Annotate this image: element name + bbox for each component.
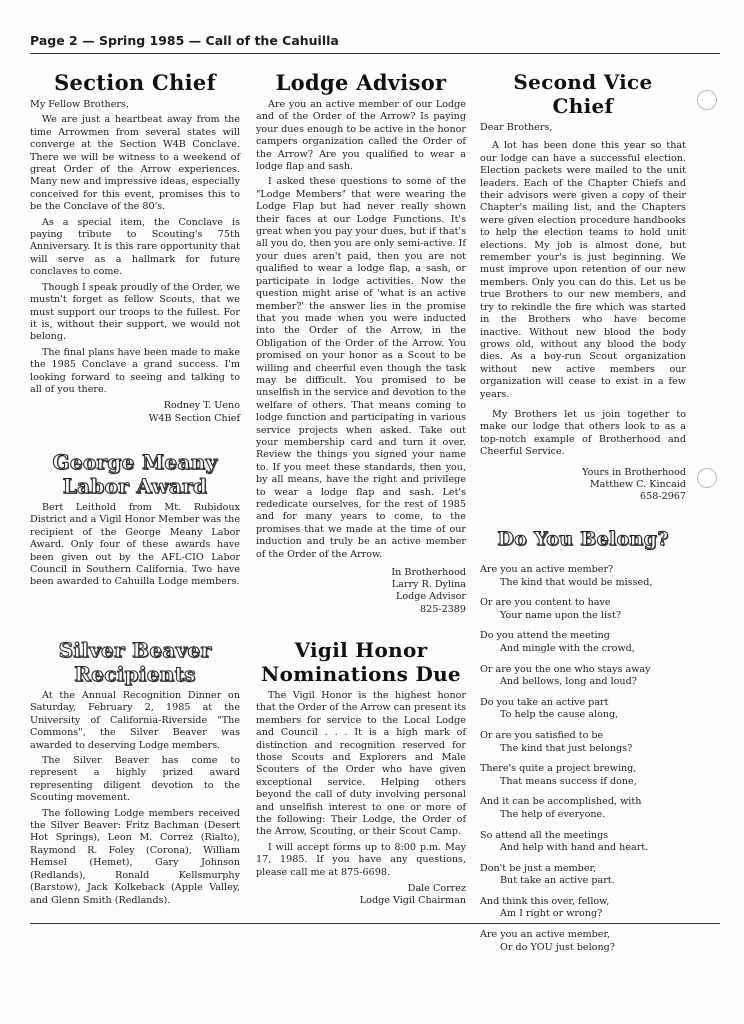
do-you-belong-title: Do You Belong? xyxy=(497,528,669,550)
poem-line: Or are you satisfied to be xyxy=(480,729,604,741)
page-header: Page 2 — Spring 1985 — Call of the Cahuilla xyxy=(30,33,339,48)
poem-line: Or do YOU just belong? xyxy=(500,941,615,953)
second-vice-chief-phone: 658-2967 xyxy=(640,490,686,502)
poem-line: The kind that would be missed, xyxy=(500,576,653,588)
poem-stanza xyxy=(480,896,686,921)
poem-line: Are you an active member, xyxy=(480,929,611,941)
poem-line: Or are you content to have xyxy=(480,597,611,609)
second-vice-chief-greeting: Dear Brothers, xyxy=(480,122,553,133)
silver-beaver-paragraph: The following Lodge members received the Silver Beaver: Fritz Bachman (Desert Hot Springs), Leon M. Correz (Rialto), Raymond R. Foley (Corona), William Hemsel (Hemet), Gary Johnson (Redlands), Ronald Kellsmurphy (Barstow), Jack Kolkeback (Apple Valley, and Glenn Smith (Redlands). xyxy=(30,807,240,906)
poem-line: The kind that just belongs? xyxy=(500,742,633,754)
poem-stanza xyxy=(480,697,686,722)
silver-beaver-title xyxy=(30,638,240,686)
silver-beaver-title-line2: Recipients xyxy=(74,662,196,686)
section-chief-signature-title: W4B Section Chief xyxy=(148,412,240,424)
poem-stanza xyxy=(480,564,686,589)
section-chief-paragraph: As a special item, the Conclave is paying tribute to Scouting's 75th Anniversary. It is this rare opportunity that will serve as a hallmark for future conclaves to come. xyxy=(30,216,240,278)
binder-hole xyxy=(697,468,717,488)
second-vice-chief-paragraph: A lot has been done this year so that our lodge can have a successful election. Election packets were mailed to the unit leaders. Each of the Chapter Chiefs and their advisors were given a copy of their Chapter's mailing list, and the Chapters were given election procedure handbooks to help the election teams to hold unit elections. My job is almost done, but remember your's is just beginning. We must improve upon retention of our new members. Only you can do this. Let us be true Brothers to our new members, and try to rekindle the fire which was started in the Brothers who have become inactive. Without new blood the body grows old, without any blood the body dies. As a boy-run Scout organization without new active members our organization will cease to exist in a few years. xyxy=(480,140,686,400)
do-you-belong-poem xyxy=(480,528,686,962)
poem-line: That means success if done, xyxy=(500,775,637,787)
vigil-honor-article xyxy=(256,638,466,908)
poem-stanza xyxy=(480,763,686,788)
binder-hole xyxy=(697,90,717,110)
second-vice-chief-title: Second Vice Chief xyxy=(513,70,653,118)
poem-stanza xyxy=(480,796,686,821)
lodge-advisor-paragraph: I asked these questions to some of the "Lodge Members" that were wearing the Lodge Flap but had never really shown their faces at our Lodge Functions. It's great when you pay your dues, but if that's all you do, then you are only semi-active. If your dues aren't paid, then you are not qualified to wear a lodge flap, a sash, or participate in lodge activities. Now the question might arise of 'what is an active member?' the answer lies in the promise that you made when you were inducted into the Order of the Arrow, in the Obligation of the Order of the Arrow. You promised on your honor as a Scout to be willing and cheerful even though the task may be difficult. You promised to be unselfish in the service and devotion to the welfare of others. That means coming to lodge function and participating in various service projects when asked. Take out your membership card and turn it over. Review the things you signed your name to. If you meet these standards, then you, by all means, have the right and privilege to wear a lodge flap and sash. Let's rededicate ourselves, for the rest of 1985 and for many years to come, to the promises that we made at the time of our induction and truly be an active member of the Order of the Arrow. xyxy=(256,176,466,560)
vigil-honor-paragraph: The Vigil Honor is the highest honor that the Order of the Arrow can present its members for service to the Local Lodge and Council . . . It is a high mark of distinction and recognition reserved for those Scouts and Explorers and Male Scouters of the Order who have given exceptional service. Helping others beyond the call of duty involving personal and unselfish interest to one or more of the following: Their Lodge, the Order of the Arrow, Scouting, or their Scout Camp. xyxy=(256,690,466,838)
poem-stanza xyxy=(480,597,686,622)
lodge-advisor-signature-name: Larry R. Dylina xyxy=(391,579,466,591)
poem-stanza xyxy=(480,630,686,655)
poem-line: And bellows, long and loud? xyxy=(500,676,637,688)
silver-beaver-article xyxy=(30,638,240,910)
poem-line: Do you attend the meeting xyxy=(480,630,610,642)
poem-stanza xyxy=(480,830,686,855)
george-meany-title xyxy=(30,450,240,498)
poem-stanza xyxy=(480,664,686,689)
lodge-advisor-article xyxy=(256,70,466,616)
poem-line: And mingle with the crowd, xyxy=(500,642,635,654)
section-chief-paragraph: The final plans have been made to make the 1985 Conclave a grand success. I'm looking forward to seeing and talking to all of you there. xyxy=(30,346,240,395)
lodge-advisor-signature-title: Lodge Advisor xyxy=(396,591,466,603)
silver-beaver-paragraph: The Silver Beaver has come to represent a highly prized award representing diligent devotion to the Scouting movement. xyxy=(30,755,240,804)
poem-line: Your name upon the list? xyxy=(500,609,621,621)
second-vice-chief-signature-name: Matthew C. Kincaid xyxy=(589,478,686,490)
poem-stanza xyxy=(480,730,686,755)
vigil-honor-title-line2: Nominations Due xyxy=(261,662,461,686)
poem-line: To help the cause along, xyxy=(500,709,619,721)
poem-line: Do you take an active part xyxy=(480,696,609,708)
george-meany-article xyxy=(30,450,240,592)
poem-line: Are you an active member? xyxy=(480,564,614,575)
george-meany-title-line1: George Meany xyxy=(52,450,218,474)
section-chief-signature-name: Rodney T. Ueno xyxy=(163,400,240,412)
section-chief-greeting: My Fellow Brothers, xyxy=(30,99,129,110)
footer-rule xyxy=(30,923,720,924)
poem-body xyxy=(480,564,686,954)
header-rule xyxy=(30,53,720,54)
second-vice-chief-paragraph: My Brothers let us join together to make our lodge that others look to as a top-notch example of Brotherhood and Cheerful Service. xyxy=(480,408,686,458)
silver-beaver-paragraph: At the Annual Recognition Dinner on Saturday, February 2, 1985 at the University of California-Riverside "The Commons", the Silver Beaver was awarded to deserving Lodge members. xyxy=(30,690,240,751)
lodge-advisor-title: Lodge Advisor xyxy=(275,70,447,95)
poem-line: And think this over, fellow, xyxy=(480,895,610,907)
section-chief-paragraph: We are just a heartbeat away from the time Arrowmen from several states will converge at the Section W4B Conclave. There we will be witness to a weekend of great Order of the Arrow experiences. Many new and impressive ideas, especially conceived for this event, promises this to be the Conclave of the 80's. xyxy=(30,114,240,213)
poem-stanza xyxy=(480,929,686,954)
poem-stanza xyxy=(480,863,686,888)
george-meany-paragraph: Bert Leithold from Mt. Rubidoux District and a Vigil Honor Member was the recipient of the George Meany Labor Award. Only four of these awards have been given out by the AFL-CIO Labor Council in Southern California. Two have been awarded to Cahuilla Lodge members. xyxy=(30,502,240,588)
poem-line: And it can be accomplished, with xyxy=(480,796,642,808)
silver-beaver-title-line1: Silver Beaver xyxy=(58,638,212,662)
section-chief-paragraph: Though I speak proudly of the Order, we mustn't forget as fellow Scouts, that we must support our troops to the fullest. For it is, without their support, we would not belong. xyxy=(30,281,240,343)
poem-line: So attend all the meetings xyxy=(480,829,609,841)
lodge-advisor-phone: 825-2389 xyxy=(420,603,466,615)
poem-line: But take an active part. xyxy=(500,875,615,887)
second-vice-chief-article xyxy=(480,70,686,503)
lodge-advisor-paragraph: Are you an active member of our Lodge and of the Order of the Arrow? Is paying your dues enough to be active in the honor campers organization called the Order of the Arrow? Are you qualified to wear a lodge flap and sash. xyxy=(256,99,466,173)
poem-line: The help of everyone. xyxy=(500,808,606,820)
second-vice-chief-closing: Yours in Brotherhood xyxy=(582,466,686,478)
vigil-honor-signature-name: Dale Correz xyxy=(407,883,466,895)
lodge-advisor-closing: In Brotherhood xyxy=(391,567,466,579)
vigil-honor-signature-title: Lodge Vigil Chairman xyxy=(359,895,466,907)
poem-line: And help with hand and heart. xyxy=(500,842,649,854)
poem-line: Don't be just a member, xyxy=(480,862,597,874)
vigil-honor-title-line1: Vigil Honor xyxy=(294,638,428,662)
section-chief-article xyxy=(30,70,240,425)
vigil-honor-paragraph: I will accept forms up to 8:00 p.m. May 17, 1985. If you have any questions, please call me at 875-6698. xyxy=(256,841,466,878)
poem-line: Or are you the one who stays away xyxy=(480,663,651,675)
vigil-honor-title xyxy=(256,638,466,686)
poem-line: There's quite a project brewing, xyxy=(480,763,637,775)
section-chief-title: Section Chief xyxy=(54,70,216,95)
george-meany-title-line2: Labor Award xyxy=(62,474,208,498)
poem-line: Am I right or wrong? xyxy=(500,908,603,920)
